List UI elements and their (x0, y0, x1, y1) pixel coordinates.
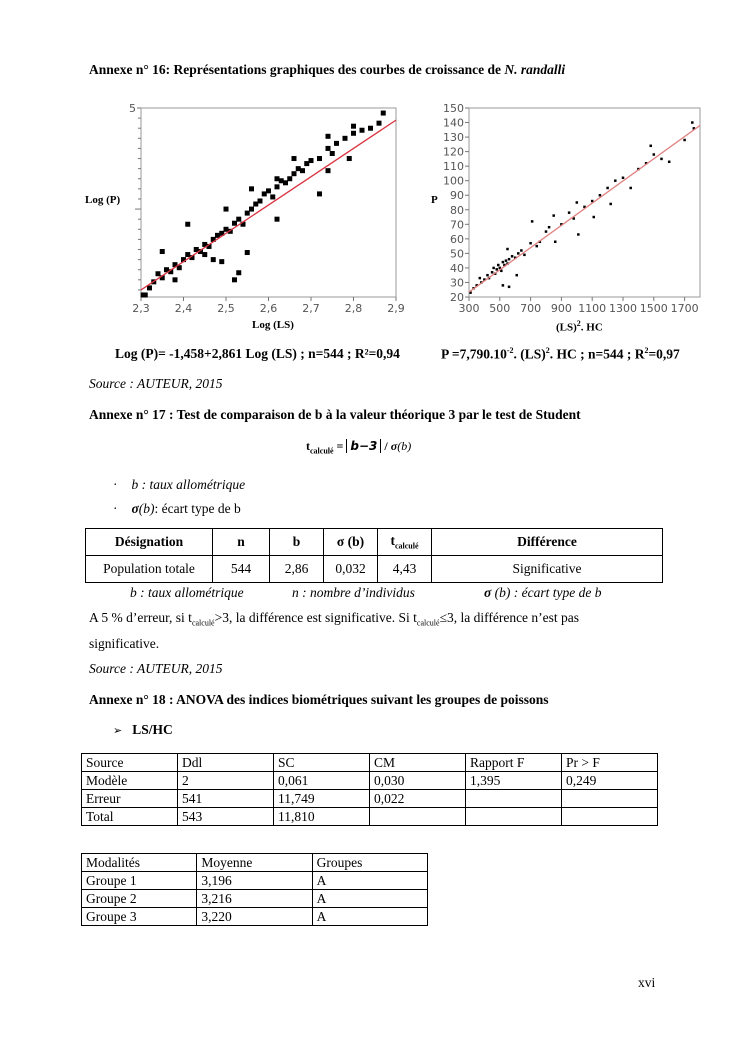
x-tick-label: 2,6 (259, 302, 278, 315)
data-point (568, 211, 571, 214)
arrow-bullet-icon: ➢ (113, 724, 123, 737)
table-cell (466, 790, 562, 808)
table-cell: Groupe 1 (82, 872, 197, 890)
data-point (517, 252, 520, 255)
data-point (629, 187, 632, 190)
chart-linear-regression (430, 100, 720, 320)
y-tick-label: 20 (450, 291, 464, 304)
table-cell: Modèle (82, 772, 178, 790)
table-cell (562, 790, 658, 808)
data-point (236, 270, 241, 275)
data-point (515, 274, 518, 277)
table-cell: 1,395 (466, 772, 562, 790)
x-tick-label: 900 (550, 302, 572, 315)
subsection-lshc: ➢ LS/HC (113, 722, 173, 737)
table-cell: Total (82, 808, 178, 826)
data-point (536, 245, 539, 248)
data-point (211, 257, 216, 262)
data-point (599, 194, 602, 197)
data-point (287, 176, 292, 181)
data-point (292, 156, 297, 161)
table-cell: 0,249 (562, 772, 658, 790)
table-cell: Erreur (82, 790, 178, 808)
data-point (377, 121, 382, 126)
y-tick-label: 140 (443, 116, 464, 130)
data-point (173, 277, 178, 282)
x-tick-label: 1700 (670, 302, 699, 315)
legend-n: n : nombre d’individus (292, 585, 415, 600)
table-cell: Source (82, 754, 178, 772)
species-name: N. randalli (504, 62, 566, 77)
annexe18-title: Annexe n° 18 : ANOVA des indices biométriques suivant les groupes de poissons (89, 692, 549, 707)
table-header-row (82, 754, 658, 772)
y-tick-label: 70 (450, 218, 464, 232)
table-cell: A (312, 908, 427, 926)
table-cell: 3,220 (197, 908, 312, 926)
data-point (330, 151, 335, 156)
table-row (82, 772, 658, 790)
table-cell: 11,810 (274, 808, 370, 826)
y-tick-label: 5 (129, 102, 136, 115)
y-tick-label: 120 (443, 145, 464, 159)
x-tick-label: 2,8 (344, 302, 363, 315)
data-point (202, 252, 207, 257)
data-point (609, 203, 612, 206)
data-point (479, 277, 482, 280)
table-cell: Ddl (178, 754, 274, 772)
table-cell: 11,749 (274, 790, 370, 808)
table-cell: 0,030 (370, 772, 466, 790)
data-point (249, 186, 254, 191)
table-cell: Groupes (312, 854, 427, 872)
table-cell (466, 808, 562, 826)
y-tick-label: 80 (450, 203, 464, 217)
annexe17-title: Annexe n° 17 : Test de comparaison de b à la valeur théorique 3 par le test de Student (89, 407, 581, 422)
data-point (224, 207, 229, 212)
data-point (343, 136, 348, 141)
data-point (275, 176, 280, 181)
table-cell: CM (370, 754, 466, 772)
table-header-row (82, 854, 428, 872)
y-tick-label: 40 (450, 261, 464, 275)
data-point (523, 254, 526, 256)
anova-table (81, 753, 658, 826)
table-cell: Modalités (82, 854, 197, 872)
y-tick-label: 30 (450, 276, 464, 290)
data-point (545, 230, 548, 233)
table-row (82, 872, 428, 890)
x-tick-label: 1100 (578, 302, 607, 315)
data-point (275, 217, 280, 222)
x-tick-label: 300 (458, 302, 480, 315)
y-tick-label: 100 (443, 174, 464, 188)
chart2-equation: $P =7,790.10^{-2}$. (LS)$^2$. HC ; n=544 ; $R^2=0,97$ (441, 346, 680, 362)
data-point (649, 145, 652, 148)
table-row (82, 790, 658, 808)
y-tick-label: 110 (443, 160, 464, 174)
table-cell (562, 808, 658, 826)
data-point (326, 168, 331, 173)
data-point (275, 184, 280, 189)
table-cell: Rapport F (466, 754, 562, 772)
data-point (622, 177, 625, 180)
table-row: Population totale 544 2,86 0,032 4,43 Significative (86, 556, 663, 583)
data-point (531, 220, 534, 223)
x-tick-label: 700 (520, 302, 542, 315)
data-point (554, 241, 557, 244)
data-point (309, 158, 314, 163)
data-point (232, 277, 237, 282)
data-point (592, 216, 595, 219)
data-point (160, 249, 165, 254)
y-tick-label: 50 (450, 247, 464, 261)
table-cell: A (312, 890, 427, 908)
data-point (505, 259, 508, 262)
legend-sigma: σ (b) : écart type de b (484, 585, 602, 600)
data-point (683, 139, 686, 142)
data-point (486, 274, 489, 277)
y-tick-label: 60 (450, 232, 464, 246)
chart1-equation: Log (P)= -1,458+2,861 Log (LS) ; n=544 ; R²=0,94 (115, 346, 400, 361)
student-test-table (85, 528, 663, 583)
x-tick-label: 500 (489, 302, 511, 315)
table-cell: Moyenne (197, 854, 312, 872)
data-point (492, 267, 495, 270)
title-text: Annexe n° 16: Représentations graphiques des courbes de croissance de (89, 62, 505, 77)
data-point (266, 188, 271, 193)
data-point (653, 153, 656, 156)
table-cell: 3,196 (197, 872, 312, 890)
data-point (326, 134, 331, 139)
data-point (577, 233, 580, 236)
table-header-row: Désignation n b σ (b) $t_{calculé}$ Différence (86, 529, 663, 556)
significance-note: A 5 % d’erreur, si $t_{calculé}>3$, la différence est significative. Si $t_{calculé}\le 3$, la différence n’est pas (89, 610, 580, 628)
data-point (508, 258, 511, 261)
x-tick-label: 2,3 (132, 302, 150, 315)
data-point (495, 268, 498, 271)
table-cell: Groupe 2 (82, 890, 197, 908)
data-point (552, 214, 555, 217)
data-point (360, 128, 365, 133)
data-point (334, 141, 339, 146)
table-cell: SC (274, 754, 370, 772)
data-point (502, 261, 505, 264)
data-point (381, 111, 386, 116)
table-cell: 0,061 (274, 772, 370, 790)
table-cell: 543 (178, 808, 274, 826)
data-point (668, 161, 671, 164)
legend-b: b : taux allométrique (130, 585, 244, 600)
data-point (368, 126, 373, 131)
source-note: Source : AUTEUR, 2015 (89, 661, 223, 676)
data-point (317, 156, 322, 161)
data-point (491, 271, 494, 274)
x-tick-label: 2,5 (217, 302, 235, 315)
data-point (326, 146, 331, 151)
y-tick-label: 90 (450, 189, 464, 203)
page-number: xvi (638, 975, 656, 990)
table-cell: 3,216 (197, 890, 312, 908)
data-point (270, 194, 275, 199)
data-point (508, 286, 511, 289)
data-point (529, 242, 532, 245)
table-cell (370, 808, 466, 826)
data-point (245, 250, 250, 255)
data-point (300, 168, 305, 173)
data-point (236, 217, 241, 222)
chart2-ylabel: P (431, 194, 438, 206)
source-note: Source : AUTEUR, 2015 (89, 376, 223, 391)
data-point (520, 249, 523, 252)
data-point (511, 255, 514, 257)
table-row (82, 890, 428, 908)
x-tick-label: 1300 (609, 302, 637, 315)
data-point (292, 171, 297, 176)
chart1-xlabel: Log (LS) (252, 319, 294, 331)
data-point (351, 124, 356, 129)
groups-table (81, 853, 428, 926)
table-cell: A (312, 872, 427, 890)
data-point (317, 191, 322, 196)
y-tick-label: 130 (443, 131, 464, 145)
bullet-item: · b : taux allométrique (113, 477, 246, 492)
data-point (548, 226, 551, 229)
x-tick-label: 1500 (639, 302, 668, 315)
data-point (249, 207, 254, 212)
annexe16-title (89, 63, 565, 77)
significance-note-cont: significative. (89, 636, 160, 651)
plot-area (469, 108, 700, 297)
data-point (506, 248, 509, 251)
data-point (576, 201, 579, 204)
t-formula: $t_{calculé} = b-3 / \sigma(b)$ (306, 439, 412, 456)
table-cell: Groupe 3 (82, 908, 197, 926)
y-tick-label: 150 (443, 102, 464, 115)
table-row (82, 908, 428, 926)
data-point (185, 222, 190, 227)
data-point (347, 156, 352, 161)
chart1-ylabel: Log (P) (85, 194, 121, 206)
data-point (606, 187, 609, 190)
data-point (497, 264, 500, 267)
bullet-item: · σ(b): écart type de b (113, 501, 241, 516)
x-tick-label: 2,4 (174, 302, 193, 315)
x-tick-label: 2,7 (302, 302, 320, 315)
data-point (660, 158, 663, 161)
chart2-xlabel: (LS)$^2$. HC (556, 319, 603, 334)
table-cell: Pr > F (562, 754, 658, 772)
data-point (219, 259, 224, 264)
table-cell: 2 (178, 772, 274, 790)
table-cell: 541 (178, 790, 274, 808)
data-point (614, 179, 617, 182)
x-tick-label: 2,9 (387, 302, 405, 315)
table-row (82, 808, 658, 826)
chart-log-regression (100, 100, 410, 340)
table-cell: 0,022 (370, 790, 466, 808)
data-point (143, 292, 148, 297)
data-point (502, 284, 505, 287)
data-point (691, 121, 694, 124)
data-point (351, 131, 356, 136)
data-point (258, 198, 263, 203)
